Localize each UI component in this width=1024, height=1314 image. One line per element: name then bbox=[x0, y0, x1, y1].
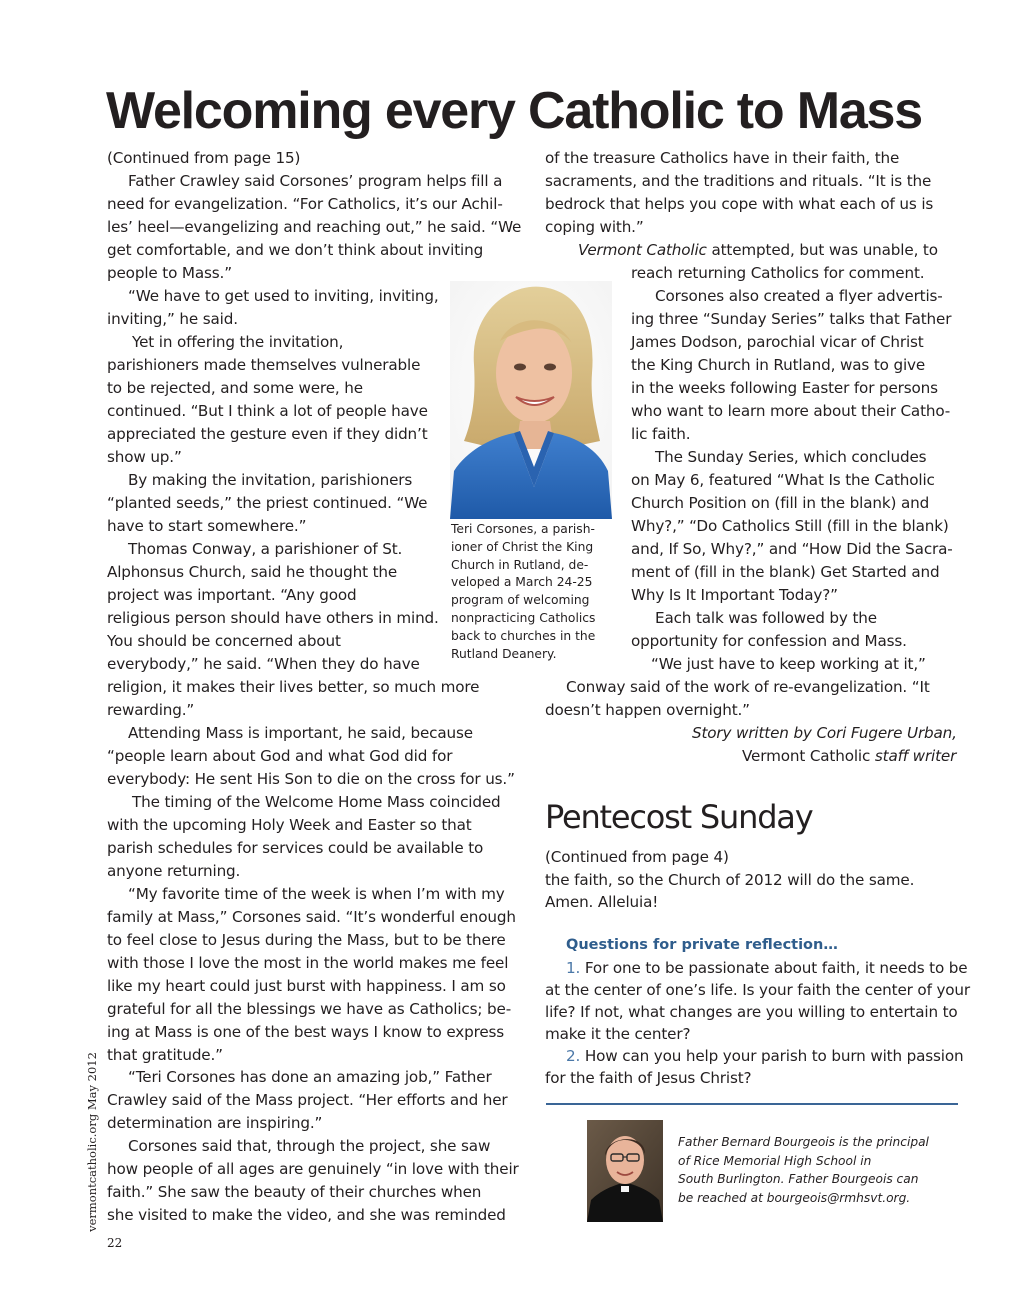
article-line: on May 6, featured “What Is the Catholic bbox=[631, 471, 935, 489]
question-line: life? If not, what changes are you willing to entertain to bbox=[545, 1003, 958, 1021]
article-line: ing three “Sunday Series” talks that Father bbox=[631, 310, 952, 328]
bio-line: of Rice Memorial High School in bbox=[678, 1153, 872, 1168]
byline-author: Story written by Cori Fugere Urban, bbox=[692, 724, 957, 742]
article-line: “people learn about God and what God did for bbox=[107, 747, 453, 765]
article-line: people to Mass.” bbox=[107, 264, 232, 282]
article-line: Yet in offering the invitation, bbox=[132, 333, 344, 351]
article-line: opportunity for confession and Mass. bbox=[631, 632, 907, 650]
caption-line: Rutland Deanery. bbox=[451, 646, 557, 661]
article-line bbox=[578, 239, 938, 262]
article-line: les’ heel—evangelizing and reaching out,” he said. “We bbox=[107, 218, 522, 236]
byline-role: staff writer bbox=[874, 747, 957, 765]
caption-line: program of welcoming bbox=[451, 593, 590, 608]
question-line: at the center of one’s life. Is your faith the center of your bbox=[545, 981, 970, 999]
article-line: lic faith. bbox=[631, 425, 691, 443]
article-line: ing at Mass is one of the best ways I know to express bbox=[107, 1023, 505, 1041]
article-line: inviting,” he said. bbox=[107, 310, 238, 328]
article-line: the King Church in Rutland, was to give bbox=[631, 356, 926, 374]
caption-line: back to churches in the bbox=[451, 628, 596, 643]
article-line: to be rejected, and some were, he bbox=[107, 379, 363, 397]
article-line: “We just have to keep working at it,” bbox=[651, 655, 926, 673]
question-text: For one to be passionate about faith, it needs to be bbox=[580, 959, 968, 977]
caption-line: Church in Rutland, de- bbox=[451, 557, 589, 572]
question-line bbox=[566, 1045, 963, 1068]
article-line: that gratitude.” bbox=[107, 1046, 223, 1064]
article-line: “planted seeds,” the priest continued. “We bbox=[107, 494, 428, 512]
article-line: appreciated the gesture even if they didn’t bbox=[107, 425, 428, 443]
byline-title bbox=[742, 745, 956, 768]
article-line: with the upcoming Holy Week and Easter so that bbox=[107, 816, 472, 834]
article-line: how people of all ages are genuinely “in love with their bbox=[107, 1160, 519, 1178]
article-line: The Sunday Series, which concludes bbox=[655, 448, 927, 466]
article-line: By making the invitation, parishioners bbox=[128, 471, 413, 489]
question-number: 2. bbox=[566, 1047, 581, 1065]
article-line: rewarding.” bbox=[107, 701, 195, 719]
article-line: parish schedules for services could be available to bbox=[107, 839, 484, 857]
section-divider bbox=[546, 1103, 958, 1105]
article-line: James Dodson, parochial vicar of Christ bbox=[631, 333, 924, 351]
article-line: reach returning Catholics for comment. bbox=[631, 264, 925, 282]
article-line: Church Position on (fill in the blank) and bbox=[631, 494, 930, 512]
article-line: of the treasure Catholics have in their faith, the bbox=[545, 149, 900, 167]
article-line: grateful for all the blessings we have as Catholics; be- bbox=[107, 1000, 512, 1018]
article-line: with those I love the most in the world makes me feel bbox=[107, 954, 509, 972]
question-line: for the faith of Jesus Christ? bbox=[545, 1069, 752, 1087]
article-line: everybody: He sent His Son to die on the cross for us.” bbox=[107, 770, 515, 788]
article-line-rest: attempted, but was unable, to bbox=[706, 241, 938, 259]
article-line: and, If So, Why?,” and “How Did the Sacra- bbox=[631, 540, 953, 558]
questions-heading: Questions for private reflection… bbox=[566, 937, 838, 953]
page-number: 22 bbox=[107, 1236, 123, 1250]
portrait-image bbox=[587, 1120, 663, 1222]
publication-name: Vermont Catholic bbox=[578, 241, 707, 259]
question-number: 1. bbox=[566, 959, 581, 977]
article-line: religion, it makes their lives better, so much more bbox=[107, 678, 480, 696]
article-line: You should be concerned about bbox=[107, 632, 341, 650]
article-line: continued. “But I think a lot of people have bbox=[107, 402, 428, 420]
article-line: coping with.” bbox=[545, 218, 644, 236]
article-line: to feel close to Jesus during the Mass, but to be there bbox=[107, 931, 506, 949]
article-line: The timing of the Welcome Home Mass coincided bbox=[132, 793, 501, 811]
pentecost-line: (Continued from page 4) bbox=[545, 848, 729, 866]
article-line: Why Is It Important Today?” bbox=[631, 586, 838, 604]
portrait-image bbox=[450, 281, 612, 519]
article-line: “We have to get used to inviting, inviting, bbox=[128, 287, 439, 305]
article-line: “Teri Corsones has done an amazing job,” Father bbox=[128, 1068, 492, 1086]
article-line: bedrock that helps you cope with what each of us is bbox=[545, 195, 934, 213]
article-line: get comfortable, and we don’t think about inviting bbox=[107, 241, 484, 259]
article-line: Corsones said that, through the project, she saw bbox=[128, 1137, 491, 1155]
caption-line: ioner of Christ the King bbox=[451, 539, 594, 554]
pentecost-line: Amen. Alleluia! bbox=[545, 893, 659, 911]
author-bio bbox=[678, 1133, 929, 1207]
article-line: Conway said of the work of re-evangelization. “It bbox=[566, 678, 930, 696]
website-and-date: vermontcatholic.org May 2012 bbox=[85, 1052, 99, 1232]
bio-line: be reached at bourgeois@rmhsvt.org. bbox=[678, 1190, 911, 1205]
article-line: Each talk was followed by the bbox=[655, 609, 877, 627]
caption-line: veloped a March 24-25 bbox=[451, 575, 593, 590]
article-line: “My favorite time of the week is when I’m with my bbox=[128, 885, 505, 903]
article-line: she visited to make the video, and she was reminded bbox=[107, 1206, 506, 1224]
bio-line: South Burlington. Father Bourgeois can bbox=[678, 1172, 919, 1186]
caption-line: nonpracticing Catholics bbox=[451, 610, 596, 625]
bio-line: Father Bernard Bourgeois is the principal bbox=[678, 1135, 929, 1149]
photo-caption bbox=[451, 521, 613, 663]
article-line: show up.” bbox=[107, 448, 182, 466]
article-line: doesn’t happen overnight.” bbox=[545, 701, 750, 719]
article-line: family at Mass,” Corsones said. “It’s wonderful enough bbox=[107, 908, 516, 926]
pentecost-line: the faith, so the Church of 2012 will do the same. bbox=[545, 871, 915, 889]
article-line: in the weeks following Easter for persons bbox=[631, 379, 938, 397]
article-line: ment of (fill in the blank) Get Started and bbox=[631, 563, 940, 581]
article-line: project was important. “Any good bbox=[107, 586, 357, 604]
father-bourgeois-photo bbox=[587, 1120, 663, 1222]
article-line: Crawley said of the Mass project. “Her efforts and her bbox=[107, 1091, 508, 1109]
vertical-footer bbox=[82, 1052, 102, 1232]
question-line bbox=[566, 957, 967, 980]
article-line: faith.” She saw the beauty of their churches when bbox=[107, 1183, 482, 1201]
article-line: like my heart could just burst with happiness. I am so bbox=[107, 977, 506, 995]
article-line: determination are inspiring.” bbox=[107, 1114, 323, 1132]
section-title: Pentecost Sunday bbox=[545, 798, 813, 836]
article-line: Alphonsus Church, said he thought the bbox=[107, 563, 398, 581]
article-line: anyone returning. bbox=[107, 862, 241, 880]
article-line: Corsones also created a flyer advertis- bbox=[655, 287, 943, 305]
caption-line: Teri Corsones, a parish- bbox=[451, 522, 595, 536]
article-line: Father Crawley said Corsones’ program helps fill a bbox=[128, 172, 503, 190]
article-line: Why?,” “Do Catholics Still (fill in the blank) bbox=[631, 517, 949, 535]
article-line: Attending Mass is important, he said, because bbox=[128, 724, 473, 742]
article-line: everybody,” he said. “When they do have bbox=[107, 655, 420, 673]
article-line: (Continued from page 15) bbox=[107, 149, 301, 167]
article-title: Welcoming every Catholic to Mass bbox=[106, 82, 922, 140]
teri-corsones-photo bbox=[450, 281, 612, 519]
article-line: who want to learn more about their Catho- bbox=[631, 402, 951, 420]
article-line: religious person should have others in mind. bbox=[107, 609, 439, 627]
article-line: need for evangelization. “For Catholics, it’s our Achil- bbox=[107, 195, 503, 213]
article-line: parishioners made themselves vulnerable bbox=[107, 356, 421, 374]
article-line: sacraments, and the traditions and rituals. “It is the bbox=[545, 172, 932, 190]
question-text: How can you help your parish to burn with passion bbox=[580, 1047, 964, 1065]
question-line: make it the center? bbox=[545, 1025, 691, 1043]
byline-publication: Vermont Catholic bbox=[742, 747, 875, 765]
article-line: Thomas Conway, a parishioner of St. bbox=[128, 540, 403, 558]
article-line: have to start somewhere.” bbox=[107, 517, 307, 535]
